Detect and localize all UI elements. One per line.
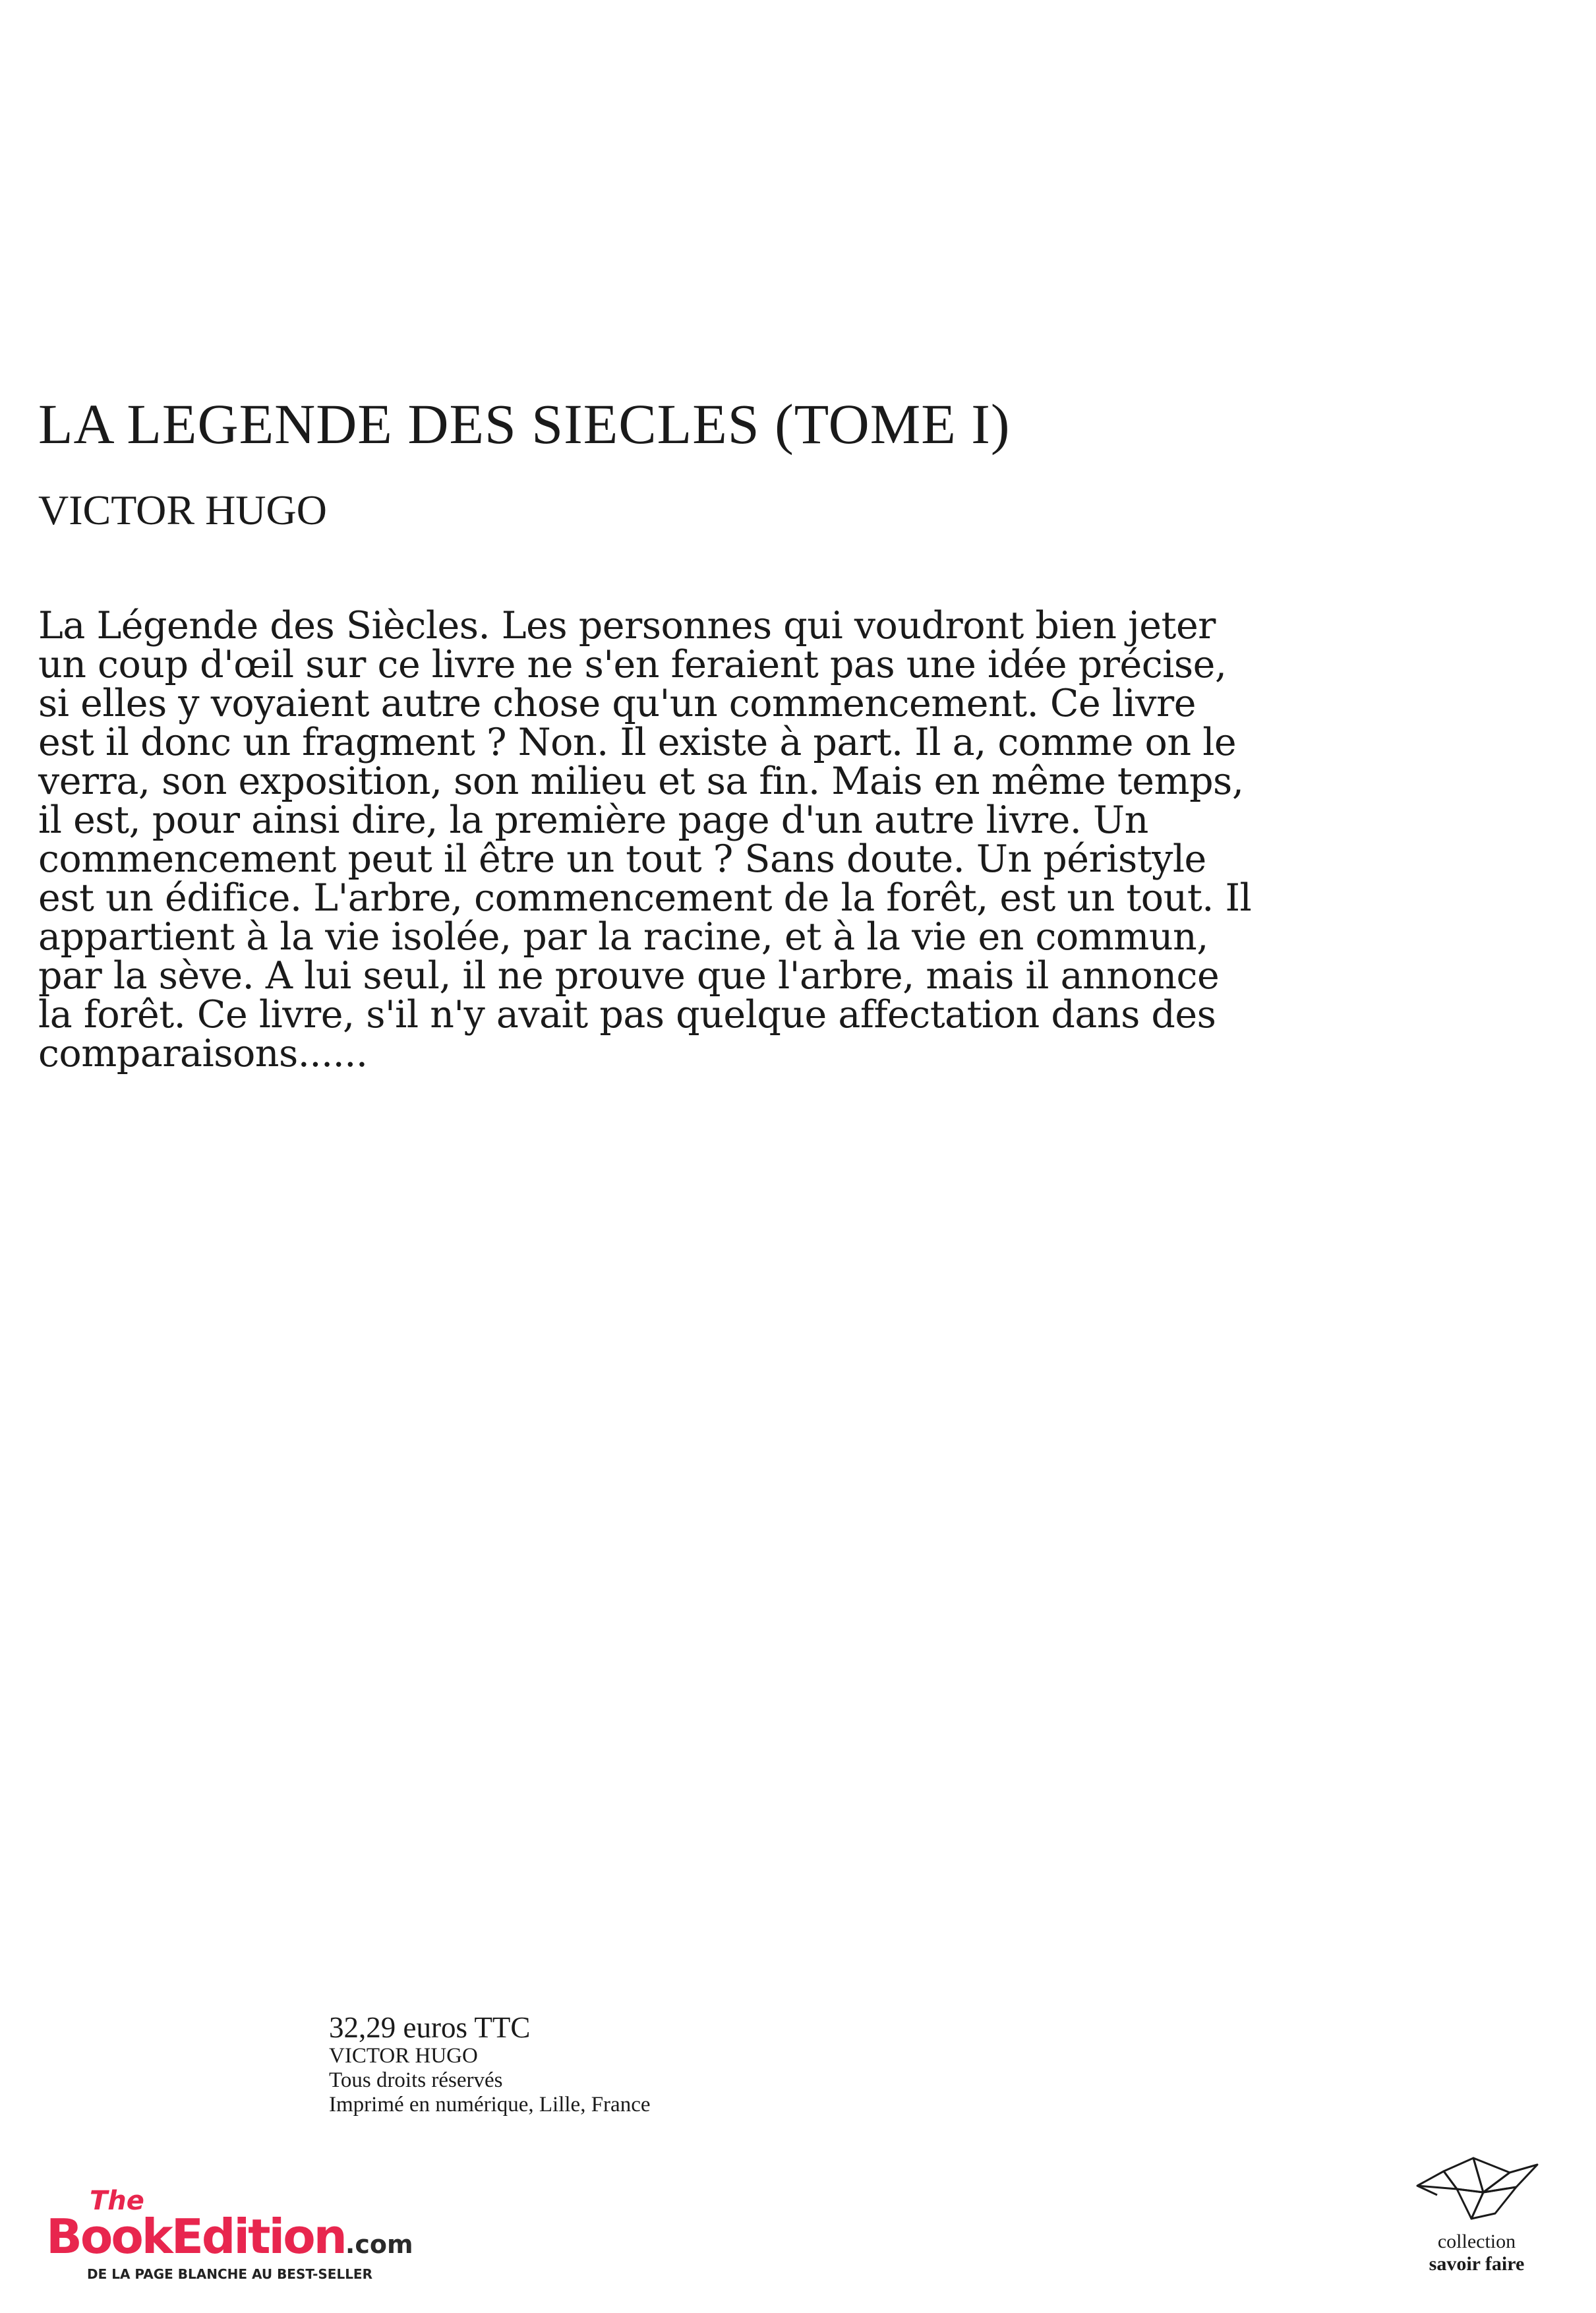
- book-blurb: La Légende des Siècles. Les personnes qui voudront bien jeter un coup d'œil sur ce livre ne s'en feraient pas une idée précise, si elles y voyaient autre chose qu'un commencement. Ce livre est il donc un fragment ? Non. Il existe à part. Il a, comme on le verra, son exposition, son milieu et sa fin. Mais en même temps, il est, pour ainsi dire, la première page d'un autre livre. Un commencement peut il être un tout ? Sans doute. Un péristyle est un édifice. L'arbre, commencement de la forêt, est un tout. Il appartient à la vie isolée, par la racine, et à la vie en commun, par la sève. A lui seul, il ne prouve que l'arbre, mais il annonce la forêt. Ce livre, s'il n'y avait pas quelque affectation dans des comparaisons......: [38, 604, 1252, 1075]
- publisher-logo-the: The: [90, 2186, 144, 2216]
- book-author: VICTOR HUGO: [38, 487, 327, 533]
- publisher-logo: [46, 2186, 442, 2282]
- collection-logo: [1404, 2153, 1549, 2275]
- publisher-logo-domain: .com: [345, 2230, 413, 2259]
- collection-name: savoir faire: [1429, 2253, 1525, 2275]
- publisher-logo-wordmark: [46, 2209, 413, 2264]
- rights-notice: Tous droits réservés: [329, 2068, 503, 2092]
- colophon-author: VICTOR HUGO: [329, 2044, 478, 2068]
- collection-label: collection: [1437, 2231, 1516, 2252]
- origami-crane-icon: [1411, 2153, 1543, 2225]
- price-label: 32,29 euros TTC: [329, 2011, 531, 2044]
- publisher-logo-name: BookEdition: [46, 2209, 345, 2264]
- colophon: [329, 2011, 651, 2117]
- publisher-tagline: DE LA PAGE BLANCHE AU BEST-SELLER: [87, 2266, 372, 2282]
- book-title: LA LEGENDE DES SIECLES (TOME I): [38, 392, 1011, 456]
- print-location: Imprimé en numérique, Lille, France: [329, 2093, 651, 2117]
